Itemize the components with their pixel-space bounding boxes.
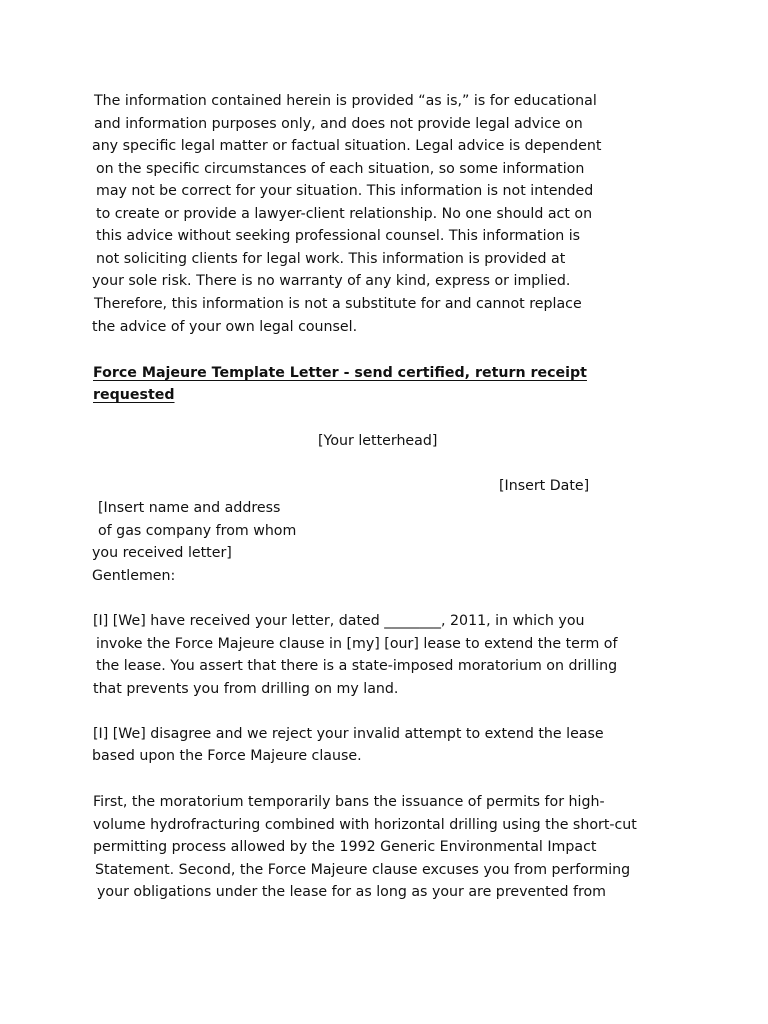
disclaimer-line: any specific legal matter or factual situation. Legal advice is dependent (92, 138, 602, 154)
paragraph-line: invoke the Force Majeure clause in [my] [our] lease to extend the term of (96, 636, 618, 652)
paragraph-line: [I] [We] disagree and we reject your invalid attempt to extend the lease (93, 726, 604, 742)
address-line: of gas company from whom (98, 523, 297, 539)
salutation: Gentlemen: (92, 568, 176, 584)
disclaimer-line: to create or provide a lawyer-client relationship. No one should act on (96, 206, 593, 222)
paragraph-line: the lease. You assert that there is a state-imposed moratorium on drilling (96, 658, 618, 674)
disclaimer-line: may not be correct for your situation. This information is not intended (96, 183, 594, 199)
paragraph-line: [I] [We] have received your letter, dated ________, 2011, in which you (93, 613, 585, 629)
disclaimer-line: not soliciting clients for legal work. This information is provided at (96, 251, 566, 267)
paragraph-line: permitting process allowed by the 1992 Generic Environmental Impact (93, 839, 597, 855)
disclaimer-line: on the specific circumstances of each situation, so some information (96, 161, 585, 177)
paragraph-line: your obligations under the lease for as long as your are prevented from (97, 884, 607, 900)
paragraph-line: based upon the Force Majeure clause. (92, 748, 362, 764)
paragraph-line: Statement. Second, the Force Majeure clause excuses you from performing (95, 862, 631, 878)
disclaimer-line: this advice without seeking professional counsel. This information is (96, 228, 581, 244)
disclaimer-line: the advice of your own legal counsel. (92, 319, 358, 335)
disclaimer-line: The information contained herein is provided “as is,” is for educational (94, 93, 597, 109)
paragraph-line: volume hydrofracturing combined with horizontal drilling using the short-cut (93, 817, 637, 833)
date-placeholder: [Insert Date] (499, 478, 590, 494)
address-line: you received letter] (92, 545, 232, 561)
letterhead-placeholder: [Your letterhead] (318, 433, 438, 449)
disclaimer-line: your sole risk. There is no warranty of any kind, express or implied. (92, 273, 571, 289)
address-line: [Insert name and address (98, 500, 281, 516)
disclaimer-line: and information purposes only, and does not provide legal advice on (94, 116, 583, 132)
paragraph-line: First, the moratorium temporarily bans the issuance of permits for high- (93, 794, 605, 810)
paragraph-line: that prevents you from drilling on my land. (93, 681, 399, 697)
heading-line: Force Majeure Template Letter - send certified, return receipt (93, 365, 587, 381)
disclaimer-line: Therefore, this information is not a substitute for and cannot replace (94, 296, 582, 312)
heading-line: requested (93, 387, 175, 403)
